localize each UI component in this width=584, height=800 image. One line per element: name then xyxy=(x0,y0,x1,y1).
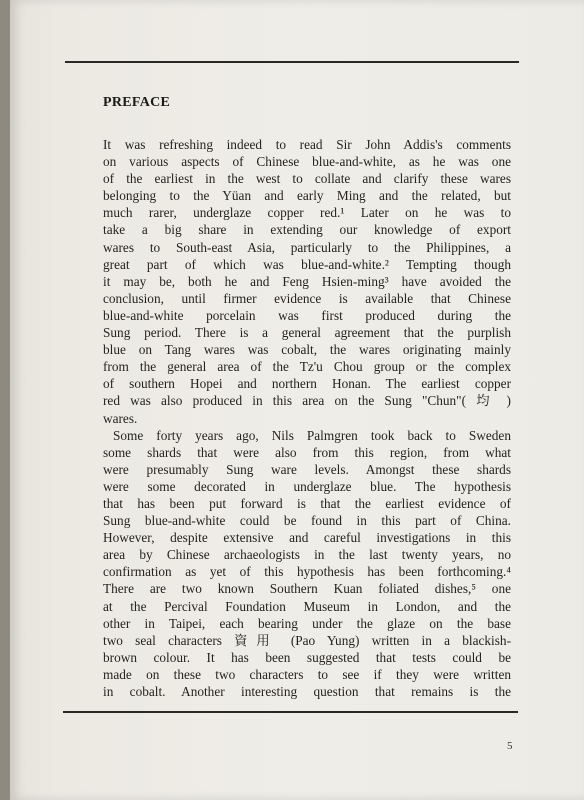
text-line: area by Chinese archaeologists in the last twenty years, no xyxy=(103,547,511,563)
bottom-rule xyxy=(63,711,518,713)
text-line: blue-and-white porcelain was first produced during the xyxy=(103,307,511,323)
text-line: two seal characters 資用 (Pao Yung) written in a blackish- xyxy=(103,632,511,648)
page-number: 5 xyxy=(507,740,513,752)
text-line: much rarer, underglaze copper red.¹ Later on he was to xyxy=(103,205,511,221)
text-line: red was also produced in this area on the Sung "Chun"( 均 ) xyxy=(103,393,511,409)
page-heading: PREFACE xyxy=(103,95,171,110)
text-line: that has been put forward is that the earliest evidence of xyxy=(103,495,511,511)
text-line: were presumably Sung ware levels. Amongst these shards xyxy=(103,461,511,477)
text-line: conclusion, until firmer evidence is available that Chinese xyxy=(103,290,511,306)
text-line: great part of which was blue-and-white.² Tempting though xyxy=(103,256,511,272)
text-line: brown colour. It has been suggested that tests could be xyxy=(103,649,511,665)
text-line: However, despite extensive and careful investigations in this xyxy=(103,530,511,546)
text-line: of southern Hopei and northern Honan. The earliest copper xyxy=(103,376,511,392)
text-line: made on these two characters to see if they were written xyxy=(103,666,511,682)
text-line: blue on Tang wares was cobalt, the wares originating mainly xyxy=(103,342,511,358)
text-line: it may be, both he and Feng Hsien-ming³ have avoided the xyxy=(103,273,511,289)
text-line: take a big share in extending our knowledge of export xyxy=(103,222,511,238)
text-line: It was refreshing indeed to read Sir John Addis's comments xyxy=(103,137,511,152)
top-rule xyxy=(65,61,519,63)
text-line: some shards that were also from this region, from what xyxy=(103,444,511,460)
text-line: were some decorated in underglaze blue. The hypothesis xyxy=(103,478,511,494)
text-line: There are two known Southern Kuan foliated dishes,⁵ one xyxy=(103,581,511,597)
text-line: of the earliest in the west to collate and clarify these wares xyxy=(103,171,511,187)
text-line: belonging to the Yüan and early Ming and the related, but xyxy=(103,188,511,204)
text-line: confirmation as yet of this hypothesis has been forthcoming.⁴ xyxy=(103,564,511,580)
text-line: Some forty years ago, Nils Palmgren took back to Sweden xyxy=(113,427,511,443)
text-line: wares to South-east Asia, particularly to the Philippines, a xyxy=(103,239,511,255)
text-line: on various aspects of Chinese blue-and-white, as he was one xyxy=(103,154,511,170)
text-line: Sung period. There is a general agreement that the purplish xyxy=(103,325,511,341)
text-line: from the general area of the Tz'u Chou group or the complex xyxy=(103,359,511,375)
text-line: wares. xyxy=(103,410,138,426)
text-line: at the Percival Foundation Museum in London, and the xyxy=(103,598,511,614)
text-line: Sung blue-and-white could be found in this part of China. xyxy=(103,513,511,529)
body-text xyxy=(103,136,511,700)
book-page xyxy=(10,0,584,800)
text-line: other in Taipei, each bearing under the glaze on the base xyxy=(103,615,511,631)
text-line: in cobalt. Another interesting question that remains is the xyxy=(103,684,511,699)
